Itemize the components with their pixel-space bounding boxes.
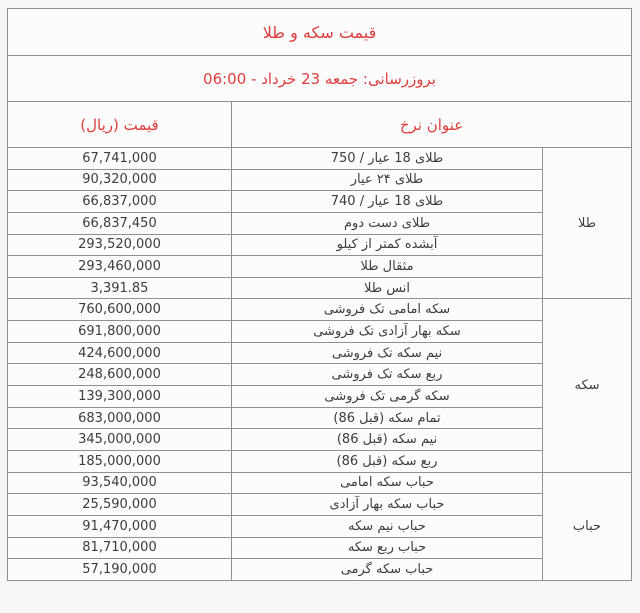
price-cell: 57,190,000 bbox=[8, 559, 232, 581]
update-row bbox=[8, 56, 632, 102]
table-row bbox=[8, 212, 632, 234]
table-row bbox=[8, 559, 632, 581]
rate-title-cell: ربع سکه (قبل 86) bbox=[232, 450, 543, 472]
price-cell: 185,000,000 bbox=[8, 450, 232, 472]
rate-title-cell: حباب سکه بهار آزادی bbox=[232, 494, 543, 516]
price-cell: 683,000,000 bbox=[8, 407, 232, 429]
price-cell: 91,470,000 bbox=[8, 515, 232, 537]
rate-title-cell: نیم سکه (قبل 86) bbox=[232, 429, 543, 451]
table-row bbox=[8, 494, 632, 516]
price-cell: 424,600,000 bbox=[8, 342, 232, 364]
rate-title-cell: طلای دست دوم bbox=[232, 212, 543, 234]
table-row bbox=[8, 148, 632, 170]
rate-title-cell: تمام سکه (قبل 86) bbox=[232, 407, 543, 429]
table-row bbox=[8, 407, 632, 429]
price-cell: 3,391.85 bbox=[8, 277, 232, 299]
table-row bbox=[8, 342, 632, 364]
rate-title-cell: انس طلا bbox=[232, 277, 543, 299]
table-row bbox=[8, 515, 632, 537]
rate-title-cell: سکه بهار آزادی تک فروشی bbox=[232, 321, 543, 343]
table-row bbox=[8, 299, 632, 321]
price-cell: 81,710,000 bbox=[8, 537, 232, 559]
price-cell: 93,540,000 bbox=[8, 472, 232, 494]
rate-title-cell: سکه امامی تک فروشی bbox=[232, 299, 543, 321]
rate-title-cell: سکه گرمی تک فروشی bbox=[232, 386, 543, 408]
update-timestamp: بروزرسانی: جمعه 23 خرداد - 06:00 bbox=[8, 56, 632, 102]
title-row bbox=[8, 9, 632, 56]
col-header-price: قیمت (ریال) bbox=[8, 102, 232, 148]
table-row bbox=[8, 191, 632, 213]
rate-title-cell: حباب سکه امامی bbox=[232, 472, 543, 494]
price-cell: 67,741,000 bbox=[8, 148, 232, 170]
price-cell: 345,000,000 bbox=[8, 429, 232, 451]
table-row bbox=[8, 234, 632, 256]
price-cell: 293,460,000 bbox=[8, 256, 232, 278]
table-row bbox=[8, 321, 632, 343]
table-row bbox=[8, 472, 632, 494]
table-row bbox=[8, 256, 632, 278]
rate-title-cell: حباب ربع سکه bbox=[232, 537, 543, 559]
table-row bbox=[8, 386, 632, 408]
rate-title-cell: حباب نیم سکه bbox=[232, 515, 543, 537]
rate-title-cell: طلای ۲۴ عیار bbox=[232, 169, 543, 191]
col-header-rate-title: عنوان نرخ bbox=[232, 102, 632, 148]
rate-title-cell: حباب سکه گرمی bbox=[232, 559, 543, 581]
price-cell: 293,520,000 bbox=[8, 234, 232, 256]
table-row bbox=[8, 537, 632, 559]
rate-title-cell: ربع سکه تک فروشی bbox=[232, 364, 543, 386]
price-cell: 25,590,000 bbox=[8, 494, 232, 516]
price-cell: 760,600,000 bbox=[8, 299, 232, 321]
rate-title-cell: نیم سکه تک فروشی bbox=[232, 342, 543, 364]
price-table-body bbox=[8, 9, 632, 581]
price-cell: 66,837,450 bbox=[8, 212, 232, 234]
rate-title-cell: مثقال طلا bbox=[232, 256, 543, 278]
price-cell: 139,300,000 bbox=[8, 386, 232, 408]
table-row bbox=[8, 169, 632, 191]
table-row bbox=[8, 450, 632, 472]
table-row bbox=[8, 277, 632, 299]
category-cell: حباب bbox=[543, 472, 632, 580]
price-table bbox=[7, 8, 632, 581]
rate-title-cell: طلای 18 عیار / 750 bbox=[232, 148, 543, 170]
table-row bbox=[8, 364, 632, 386]
page-title: قیمت سکه و طلا bbox=[8, 9, 632, 56]
rate-title-cell: آبشده کمتر از کیلو bbox=[232, 234, 543, 256]
header-row bbox=[8, 102, 632, 148]
price-cell: 66,837,000 bbox=[8, 191, 232, 213]
rate-title-cell: طلای 18 عیار / 740 bbox=[232, 191, 543, 213]
price-cell: 90,320,000 bbox=[8, 169, 232, 191]
table-row bbox=[8, 429, 632, 451]
category-cell: طلا bbox=[543, 148, 632, 299]
price-cell: 248,600,000 bbox=[8, 364, 232, 386]
category-cell: سکه bbox=[543, 299, 632, 472]
price-cell: 691,800,000 bbox=[8, 321, 232, 343]
